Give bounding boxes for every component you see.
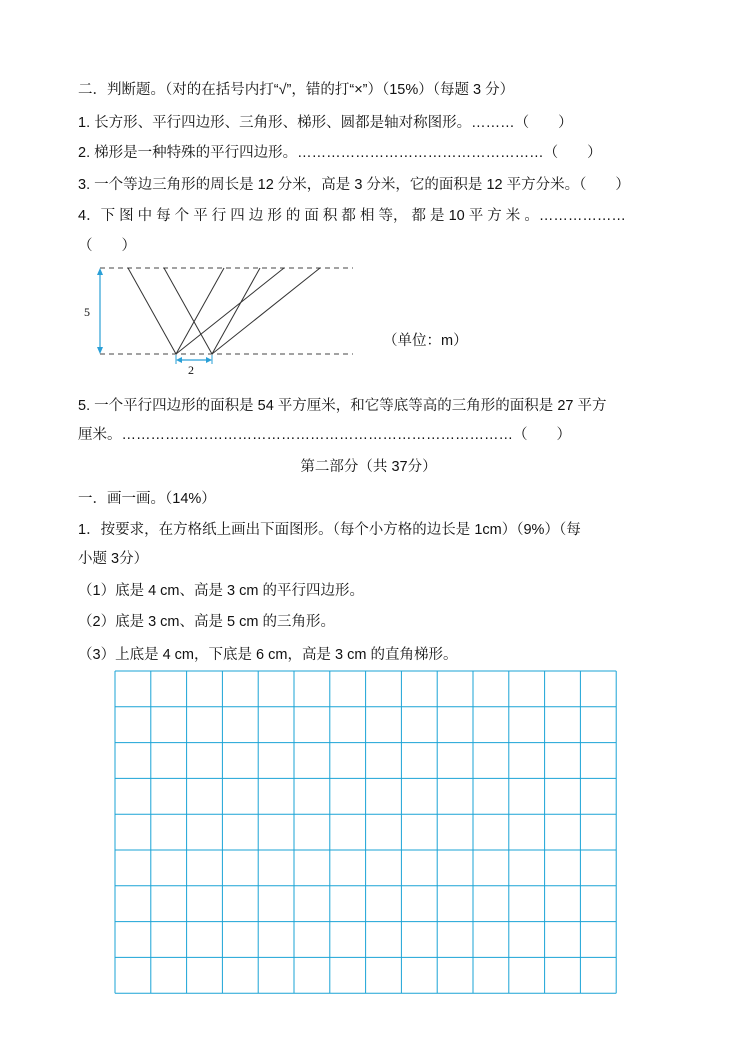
draw-question-1: 1．按要求，在方格纸上画出下面图形。（每个小方格的边长是 1cm）（9%）（每 xyxy=(78,522,581,538)
draw-item-2: （2）底是 3 cm、高是 5 cm 的三角形。 xyxy=(78,614,335,630)
judge-question-3: 3. 一个等边三角形的周长是 12 分米，高是 3 分米，它的面积是 12 平方分米。（ ） xyxy=(78,177,630,193)
judge-question-2: 2. 梯形是一种特殊的平行四边形。……………………………………………（ ） xyxy=(78,145,602,161)
shape-1-right-side xyxy=(164,268,212,354)
shape-3-left-side xyxy=(176,268,284,354)
height-arrow-bottom-head xyxy=(97,347,103,354)
parallelogram-diagram xyxy=(78,258,368,377)
base-label: 2 xyxy=(188,363,194,377)
base-arrow-left-head xyxy=(176,357,182,363)
unit-label: （单位：m） xyxy=(383,333,468,349)
height-arrow-top-head xyxy=(97,268,103,275)
judge-question-4-bracket: （ ） xyxy=(78,238,136,254)
shape-1-left-side xyxy=(128,268,176,354)
judge-question-1: 1. 长方形、平行四边形、三角形、梯形、圆都是轴对称图形。………（ ） xyxy=(78,115,573,131)
height-label: 5 xyxy=(84,305,90,319)
base-arrow-right-head xyxy=(206,357,212,363)
judge-question-4: 4．下 图 中 每 个 平 行 四 边 形 的 面 积 都 相 等， 都 是 10 平 方 米 。……………… xyxy=(78,208,626,224)
draw-item-1: （1）底是 4 cm、高是 3 cm 的平行四边形。 xyxy=(78,583,364,599)
judge-heading: 二．判断题。（对的在括号内打“√”，错的打“×”）（15%）（每题 3 分） xyxy=(78,82,515,98)
judge-question-5: 5. 一个平行四边形的面积是 54 平方厘米，和它等底等高的三角形的面积是 27 平方 xyxy=(78,398,607,414)
shape-3-right-side xyxy=(212,268,320,354)
shape-2-left-side xyxy=(176,268,224,354)
square-grid-paper[interactable] xyxy=(114,670,616,997)
shape-2-right-side xyxy=(212,268,260,354)
draw-question-1-cont: 小题 3分） xyxy=(78,551,149,567)
draw-item-3: （3）上底是 4 cm，下底是 6 cm，高是 3 cm 的直角梯形。 xyxy=(78,647,458,663)
draw-heading: 一．画一画。（14%） xyxy=(78,491,216,507)
judge-question-5-cont: 厘米。………………………………………………………………………（ ） xyxy=(78,427,571,443)
part-two-title: 第二部分（共 37分） xyxy=(300,459,437,475)
